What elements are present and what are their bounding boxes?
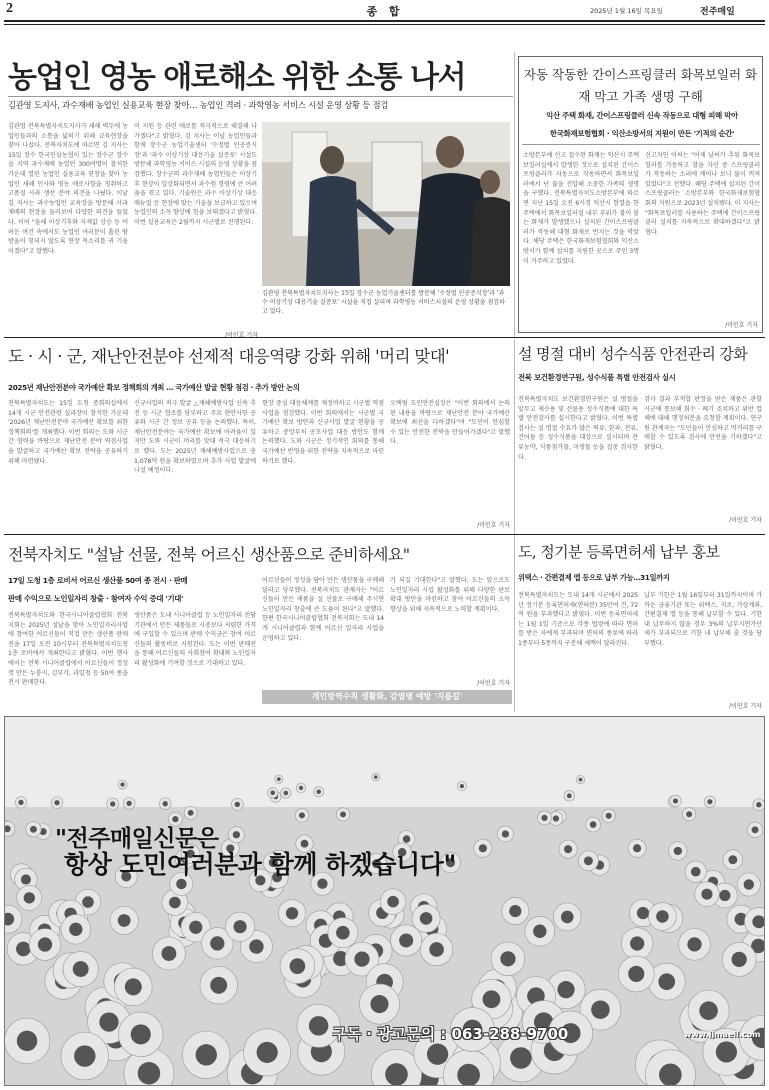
- sunflower-center: [284, 791, 289, 796]
- sunflower-center: [460, 784, 464, 788]
- sunflower-center: [606, 813, 612, 819]
- sunflower-center: [553, 815, 559, 821]
- public-notice-banner: 개인방역수칙 생활화, 감염병 예방 '지름길': [262, 690, 512, 704]
- sunflower-center: [630, 936, 644, 950]
- story2-byline: /이민호 기자: [725, 322, 758, 329]
- sunflower-center: [16, 942, 31, 957]
- sunflower-center: [370, 995, 388, 1013]
- sunflower-center: [73, 961, 89, 977]
- sunflower-center: [286, 907, 298, 919]
- sunflower-center: [354, 952, 369, 967]
- sunflower-center: [420, 912, 433, 925]
- sunflower-center: [24, 892, 35, 903]
- sunflower-center: [500, 951, 515, 966]
- sunflower-center: [235, 802, 240, 807]
- sunflower-center: [509, 905, 521, 917]
- sunflower-center: [257, 1042, 278, 1063]
- story1-photo: [262, 122, 510, 286]
- sunflower-center: [38, 937, 52, 951]
- story4-byline: /이민호 기자: [729, 517, 762, 524]
- sunflower-center: [131, 1024, 151, 1044]
- sunflower-center: [270, 790, 275, 795]
- sunflower-center: [673, 798, 678, 803]
- sunflower-center: [125, 978, 142, 995]
- story2-headline: 자동 작동한 간이스프링클러 화목보일러 화재 막고 가족 생명 구해: [523, 67, 758, 104]
- sunflower-center: [99, 1012, 118, 1031]
- story1-headline: 농업인 영농 애로해소 위한 소통 나서: [8, 60, 465, 95]
- sunflower-center: [196, 1044, 217, 1065]
- sunflower-center: [744, 879, 754, 889]
- sunflower-center: [687, 937, 701, 951]
- sunflower-center: [403, 835, 411, 843]
- story5-subheadline-1: 17일 도청 1층 로비서 어르신 생산품 50여 종 전시 · 판매: [8, 576, 188, 585]
- sunflower-center: [656, 910, 669, 923]
- story3-column-2: 신규사업의 적극 발굴 △재해예방사업 신속 추진 등 시군 협조를 당부하고 주요 현안사항 공유와 시군 간 정보 공유 등을 논의했다. 특히, 재난안전분야는 국가예산 확보에 어려움이 있지만 도와 시군이 머리를 맞대 적극 대응하기로 했다. 도는 2025년 재해예방사업으로 총 1,078억 원을 확보하였으며 추가 사업 발굴에 나설 예정이다.: [134, 400, 256, 475]
- newspaper-brand: 전주매일: [700, 7, 735, 17]
- sunflower-center: [564, 845, 572, 853]
- sunflower-center: [309, 1016, 328, 1035]
- sunflower-center: [120, 783, 124, 787]
- story4-headline: 설 명절 대비 성수식품 안전관리 강화: [518, 345, 748, 363]
- sunflower-center: [637, 907, 649, 919]
- sunflower-center: [457, 1064, 480, 1086]
- sunflower-center: [659, 1064, 682, 1086]
- story1-byline: /이민호 기자: [225, 332, 258, 339]
- sunflower-center: [210, 936, 224, 950]
- sunflower-center: [399, 933, 413, 947]
- header-rule-thin: [4, 24, 765, 25]
- sunflower-center: [17, 1031, 37, 1051]
- sunflower-center: [658, 973, 675, 990]
- sunflower-center: [118, 914, 131, 927]
- story2-subheadline-1: 익산 주택 화재, 간이스프링클러 신속 작동으로 대형 피해 막아: [546, 111, 738, 120]
- sunflower-center: [752, 915, 765, 928]
- sunflower-center: [427, 1044, 448, 1065]
- story2-column-1: 소방본부에 신고 접수된 화재는 익산시 주택 보일러실에서 발생한 것으로 설치된 간이스프링클러가 자동으로 작동하면서 화목보일러에서 난 불을 진압해 소중한 가족의 생명을 구했다. 전북특별자치도소방본부에 따르면 지난 15일 오전 6시경 익산시 함열읍 한 주택에서 화목보일러실 내부 부위가 불이 붙는 화재가 발생했으나 설치된 간이스프링클러가 작동해 대형 화재로 번지는 것을 막았다. 해당 주택은 한국화재보험협회와 익산소방서가 함께 설치를 지원한 곳으로 주민 3명이 거주하고 있었다.: [523, 152, 639, 265]
- sunflower-center: [290, 958, 306, 974]
- story5-column-2: 생산품은 도내 시니어클럽 등 노인일자리 전담기관에서 만든 제품들로 시중보다 저렴한 가격에 구입할 수 있으며 판매 수익금은 참여 어르신들의 활동비로 지원된다. 도는 이번 판매전을 통해 어르신들의 사회참여 확대와 노인일자리 활성화에 기여할 것으로 기대하고 있다.: [134, 612, 256, 667]
- story5-byline: /이민호 기자: [477, 680, 510, 687]
- sunflower-center: [110, 801, 115, 806]
- section-rule: [4, 337, 765, 338]
- sunflower-center: [299, 812, 305, 818]
- sunflower-center: [561, 911, 574, 924]
- sunflower-center: [127, 801, 132, 806]
- sunflower-center: [387, 896, 399, 908]
- story3-column-3: 현장 중심 대응체계를 재정비하고 시군별 역점사업을 점검했다. 이번 회의에서는 시군별 국가예산 확보 방안과 신규사업 발굴 현황을 공유하고 중앙부처 공모사업 대응 방안도 함께 논의했다. 도와 시군은 정기적인 회의를 통해 국가예산 반영을 위한 전략을 지속적으로 마련하기로 했다.: [262, 400, 384, 465]
- ad-website-url: www.jjmaeil.com: [684, 1030, 761, 1039]
- sunflower-center: [479, 844, 487, 852]
- sunflower-center: [707, 799, 712, 804]
- ad-slogan-line-1: "전주매일신문은: [55, 825, 219, 852]
- sunflower-center: [277, 777, 281, 781]
- sunflower-center: [163, 801, 168, 806]
- sunflower-center: [483, 990, 501, 1008]
- sunflower-center: [233, 831, 240, 838]
- sunflower-center: [69, 923, 82, 936]
- sunflower-center: [716, 1041, 737, 1062]
- sunflower-center: [82, 896, 94, 908]
- sunflower-center: [701, 889, 712, 900]
- story6-column-2: 납부 기한은 1월 16일부터 31일까지이며 가까운 금융기관 또는 위택스, 지로, 가상계좌, 간편결제 앱 등을 통해 납부할 수 있다. 기한 내 납부하지 않을 경우 3%의 납부지연가산세가 부과되므로 기한 내 납부해 줄 것을 당부했다.: [644, 592, 762, 647]
- sunflower-center: [21, 874, 31, 884]
- sunflower-center: [299, 786, 303, 790]
- story2-subheadline-2: 한국화재보험협회 · 익산소방서의 지원이 만든 '기적의 순간': [549, 129, 735, 138]
- sunflower-center: [316, 790, 321, 795]
- story5-headline: 전북자치도 "설날 선물, 전북 어르신 생산품으로 준비하세요": [8, 545, 410, 564]
- sunflower-center: [138, 1062, 161, 1085]
- sunflower-center: [161, 946, 176, 961]
- sunflower-center: [18, 800, 23, 805]
- sunflower-center: [30, 826, 37, 833]
- story6-byline: /이민호 기자: [729, 703, 762, 710]
- sunflower-center: [628, 966, 644, 982]
- ad-contact-phone: 구독 · 광고문의 : 063-288-9700: [332, 1025, 569, 1043]
- story3-column-4: 오택림 도민안전실장은 "이번 회의에서 논의된 내용을 바탕으로 재난안전 분야 국가예산 확보에 최선을 다하겠다"며 "도민이 안심할 수 있는 안전한 전북을 만들어가겠다"고 말했다.: [390, 400, 510, 446]
- sunflower-center: [533, 925, 546, 938]
- sunflower-center: [541, 815, 547, 821]
- photo-illustration: [262, 122, 510, 286]
- sunflower-center: [336, 926, 350, 940]
- sunflower-center: [633, 844, 641, 852]
- story4-column-2: 검사 결과 부적합 판정을 받은 제품은 관할 시군에 통보해 회수 · 폐기 조치하고 위반 업체에 대해 행정처분을 요청할 계획이다. 연구원 관계자는 "도민들이 안심하고 먹거리를 구매할 수 있도록 검사에 만전을 기하겠다"고 밝혔다.: [644, 396, 762, 451]
- header-rule: [4, 20, 765, 22]
- sunflower-center: [728, 855, 737, 864]
- story2-divider: [522, 144, 760, 145]
- sunflower-center: [374, 775, 378, 779]
- story3-headline: 도 · 시 · 군, 재난안전분야 선제적 대응역량 강화 위해 '머리 맞대': [8, 347, 450, 366]
- story4-column-1: 전북특별자치도 보건환경연구원은 설 명절을 앞두고 제수용 및 선물용 성수식품에 대한 특별 안전검사를 실시한다고 밝혔다. 이번 특별검사는 설 명절 수요가 많은 떡류, 한과, 전류, 건어물 등 성수식품을 대상으로 실시되며 잔류농약, 식품첨가물, 미생물 등을 집중 검사한다.: [518, 396, 638, 461]
- column-divider: [514, 52, 515, 337]
- story5-column-1: 전북특별자치도와 한국시니어클럽협회 전북지회는 2025년 설날을 맞아 노인일자리사업에 참여한 어르신들이 직접 만든 생산품 판매전을 17일 오전 10시부터 전북특별자치도청 1층 로비에서 개최한다고 밝혔다. 이번 행사에서는 전북 시니어클럽에서 어르신들이 정성껏 만든 누룽지, 김부각, 과일청 등 50여 종을 전시 판매한다.: [8, 612, 128, 687]
- story3-subheadline: 2025년 재난안전분야 국가예산 확보 정책회의 개최 … 국가예산 발굴 현황 점검 · 추가 방안 논의: [8, 383, 300, 392]
- sunflower-center: [590, 821, 597, 828]
- story5-column-3: 어르신들이 정성을 담아 만든 생산품을 구매해 달라고 당부했다. 전북자치도 관계자는 "어르신들이 만든 제품을 설 선물로 구매해 주시면 노인일자리 창출에 큰 도움이 된다"고 말했다. 한편 한국시니어클럽협회 전북지회는 도내 14개 시니어클럽과 함께 어르신 일자리 사업을 운영하고 있다.: [262, 577, 384, 642]
- sunflower-center: [429, 942, 444, 957]
- sunflower-center: [567, 793, 572, 798]
- story1-column-2: 이 지원 등 관련 애로를 적극적으로 해결해 나가겠다"고 밝혔다. 김 지사는 이날 농업인들과 함께 장수군 농업기술센터 '수정벌 인공증식장'과 '과수 이상기상 대응기술 실증포' 시설도 방문해 과학영농 서비스 시설의 운영 상황을 점검했다. 장수군의 과수재배 농업인들은 이상기후 현상이 일상화되면서 과수원 경영에 큰 어려움을 겪고 있다. 기술원은 과수 이상기상 대응 매뉴얼 등 현장에 맞는 기술을 보급하고 있으며 농업인의 소득 향상에 힘을 보태겠다고 밝혔다. 이번 실용교육은 2월까지 시군별로 진행된다.: [134, 123, 257, 226]
- sunflower-center: [169, 897, 181, 909]
- sunflower-center: [732, 952, 747, 967]
- story5-subheadline-2: 판매 수익으로 노인일자리 창출 · 참여자 수익 증대 '기대': [8, 594, 184, 603]
- sunflower-center: [719, 890, 730, 901]
- story2-column-2: 신고자인 이씨는 "어제 날씨가 추워 화목보일러를 가동하고 잠을 자던 중 스프링클러가 작동하는 소리에 깨어나 보니 불이 꺼져 있었다"고 전했다. 해당 주택에 설치된 간이스프링클러는 소방본부와 한국화재보험협회의 지원으로 2023년 설치됐다. 이 지사는 "화목보일러를 사용하는 주택에 간이스프링클러 설치를 지속적으로 확대하겠다"고 밝혔다.: [645, 152, 760, 236]
- sunflower-center: [591, 1000, 609, 1018]
- sunflower-center: [584, 856, 593, 865]
- story6-column-1: 전북특별자치도는 도내 14개 시군에서 2025년 정기분 등록면허세(면허분) 35만여 건, 72억 원을 부과했다고 밝혔다. 이번 등록면허세는 1월 1일 기준으로 각종 법령에 따라 면허를 받은 자에게 부과되며 면허의 종류에 따라 1종부터 5종까지 구분해 세액이 달라진다.: [518, 592, 638, 647]
- page-number: 2: [6, 1, 13, 16]
- sunflower-center: [340, 811, 346, 817]
- story1-subheadline: 김관영 도지사, 과수재배 농업인 실용교육 현장 찾아… 농업인 격려 · 과학영농 서비스 시설 운영 상황 등 점검: [8, 100, 389, 110]
- sunflower-center: [557, 981, 574, 998]
- story1-divider: [8, 96, 513, 97]
- ad-slogan-line-2: 항상 도민여러분과 함께 하겠습니다": [64, 850, 456, 879]
- story4-subheadline: 전북 보건환경연구원, 성수식품 특별 안전검사 실시: [518, 373, 676, 382]
- story3-column-1: 전북특별자치도는 15일 도청 중회의실에서 14개 시군 안전관련 실과장이 참석한 가운데 '2026년 재난안전분야 국가예산 확보를 위한 정책회의'를 개최했다. 이번 회의는 도와 시군 간 협력을 바탕으로 재난안전 분야 역점사업을 발굴하고 국가예산 확보 전략을 공유하기 위해 마련됐다.: [8, 400, 128, 465]
- sunflower-center: [699, 1001, 718, 1020]
- sunflower-center: [233, 920, 246, 933]
- story1-column-1: 김관영 전북특별자치도지사가 새해 벽두에 농업인들과의 소통을 넓히기 위해 교육현장을 찾아 나섰다. 전북자치도에 따르면 김 지사는 15일 장수 한국인삼농협이 있는 장수군 장수읍 지역 과수재배 농업인 300여명이 참석한 가운데 열린 농업인 실용교육 현장을 찾아 농업인 새해 인사와 영농 애로사항을 청취하고 고품질 사과 생산 분야 의견을 나눴다. 이날 김 지사는 과수농업인 교육장을 방문해 사과 재배의 현장을 둘러보며 다양한 의견을 들었다. 이어 "올해 이상기후와 자재값 상승 등 어려운 여건 속에서도 농업인 여러분이 흘린 땀방울이 헛되지 않도록 현장 목소리를 귀 기울이겠다"고 말했다.: [8, 123, 128, 255]
- sunflower-center: [54, 800, 59, 805]
- sunflower-center: [210, 977, 227, 994]
- story6-headline: 도, 정기분 등록면허세 납부 홍보: [518, 543, 720, 561]
- sunflower-center: [385, 1063, 408, 1086]
- sunflower-center: [502, 830, 509, 837]
- sunflower-center: [686, 811, 692, 817]
- sunflower-center: [189, 921, 202, 934]
- sunflower-center: [756, 802, 761, 807]
- sunflower-center: [74, 1045, 95, 1066]
- story6-subheadline: 위택스 · 간편결제 앱 등으로 납부 가능…31일까지: [518, 573, 670, 582]
- section-name: 종 합: [366, 5, 404, 18]
- column-divider-2: [514, 340, 515, 712]
- section-rule-2: [4, 534, 765, 535]
- sunflower-center: [691, 867, 701, 877]
- issue-date: 2025년 1월 16일 목요일: [590, 7, 663, 15]
- sunflower-center: [249, 939, 263, 953]
- story3-byline: /이민호 기자: [477, 522, 510, 529]
- sunflower-center: [579, 778, 583, 782]
- sunflower-center: [674, 847, 682, 855]
- sunflower-center: [188, 810, 194, 816]
- sunflower-center: [510, 1047, 532, 1069]
- story1-photo-caption: 김관영 전북특별자치도지사는 15일 장수군 농업기술센터를 방문해 '수정벌 인공증식장'과 '과수 이상기상 대응기술 실증포' 시설을 직접 살피며 과학영농 서비스시설의 운영 상황을 점검하고 있다.: [262, 290, 505, 315]
- story5-column-4: 가 되길 기대한다"고 말했다. 도는 앞으로도 노인일자리 사업 활성화를 위해 다양한 판로 확대 방안을 마련하고 참여 어르신들의 소득 향상을 위해 지속적으로 노력할 계획이다.: [390, 577, 510, 613]
- sunflower-center: [752, 826, 759, 833]
